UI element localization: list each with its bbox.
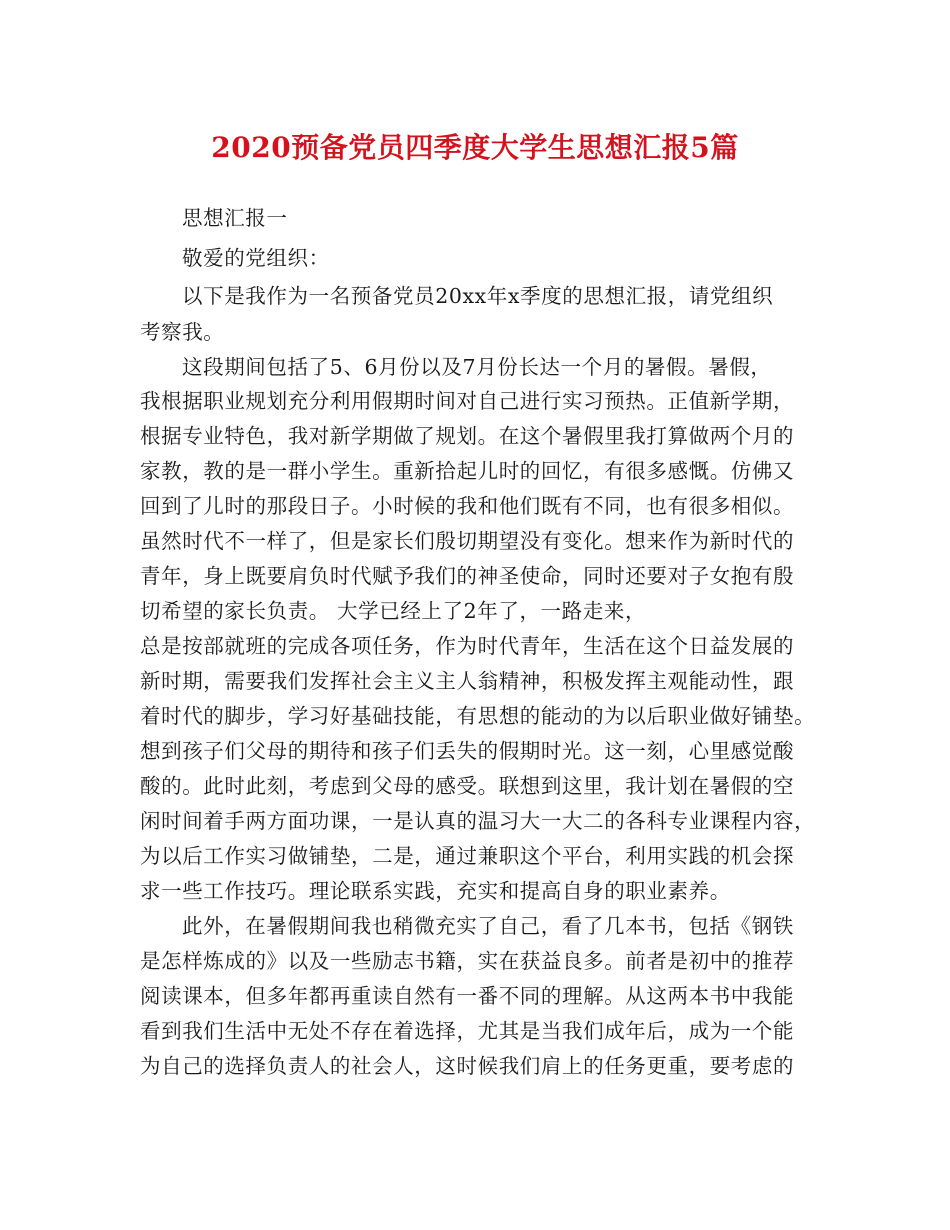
- paragraph-line: 这段期间包括了5、6月份以及7月份长达一个月的暑假。暑假，: [182, 355, 772, 379]
- paragraph-line: 是怎样炼成的》以及一些励志书籍，实在获益良多。前者是初中的推荐: [140, 949, 795, 973]
- paragraph-line: 酸的。此时此刻，考虑到父母的感受。联想到这里，我计划在暑假的空: [140, 774, 795, 798]
- paragraph-line: 此外，在暑假期间我也稍微充实了自己，看了几本书，包括《钢铁: [182, 914, 794, 938]
- paragraph-line: 看到我们生活中无处不存在着选择，尤其是当我们成年后，成为一个能: [140, 1019, 795, 1043]
- section-heading: 思想汇报一: [182, 206, 288, 230]
- paragraph-line: 新时期，需要我们发挥社会主义主人翁精神，积极发挥主观能动性，跟: [140, 669, 795, 693]
- paragraph-line: 闲时间着手两方面功课，一是认真的温习大一大二的各科专业课程内容，: [140, 809, 816, 833]
- paragraph-line: 以下是我作为一名预备党员20xx年x季度的思想汇报，请党组织: [182, 284, 774, 308]
- paragraph-line: 求一些工作技巧。理论联系实践，充实和提高自身的职业素养。: [140, 879, 731, 903]
- paragraph-line: 为自己的选择负责人的社会人，这时候我们肩上的任务更重，要考虑的: [140, 1054, 795, 1078]
- paragraph-line: 虽然时代不一样了，但是家长们殷切期望没有变化。想来作为新时代的: [140, 529, 795, 553]
- paragraph-line: 切希望的家长负责。 大学已经上了2年了，一路走来，: [140, 599, 647, 623]
- salutation: 敬爱的党组织：: [182, 246, 330, 270]
- document-title: 2020预备党员四季度大学生思想汇报5篇: [211, 131, 739, 164]
- paragraph-line: 为以后工作实习做铺垫，二是，通过兼职这个平台，利用实践的机会探: [140, 844, 795, 868]
- paragraph-line: 我根据职业规划充分利用假期时间对自己进行实习预热。正值新学期，: [140, 389, 795, 413]
- paragraph-line: 总是按部就班的完成各项任务，作为时代青年，生活在这个日益发展的: [140, 634, 795, 658]
- paragraph-line: 想到孩子们父母的期待和孩子们丢失的假期时光。这一刻，心里感觉酸: [140, 739, 795, 763]
- paragraph-line: 青年，身上既要肩负时代赋予我们的神圣使命，同时还要对子女抱有殷: [140, 564, 795, 588]
- paragraph-line: 家教，教的是一群小学生。重新拾起儿时的回忆，有很多感慨。仿佛又: [140, 459, 795, 483]
- paragraph-line: 回到了儿时的那段日子。小时候的我和他们既有不同，也有很多相似。: [140, 494, 795, 518]
- paragraph-line: 阅读课本，但多年都再重读自然有一番不同的理解。从这两本书中我能: [140, 984, 795, 1008]
- paragraph-line: 着时代的脚步，学习好基础技能，有思想的能动的为以后职业做好铺垫。: [140, 704, 816, 728]
- paragraph-line: 考察我。: [140, 320, 225, 344]
- paragraph-line: 根据专业特色，我对新学期做了规划。在这个暑假里我打算做两个月的: [140, 424, 795, 448]
